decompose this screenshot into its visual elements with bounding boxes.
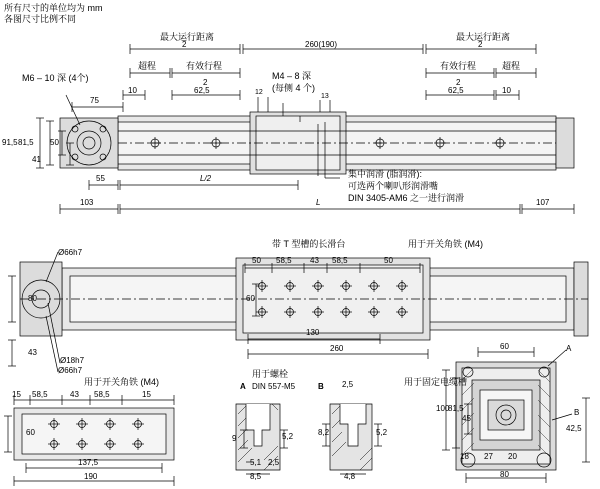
dim-43-mid: 43 [28,348,37,357]
dim-190: 190 [84,472,98,481]
dim-50: 50 [50,138,59,147]
detail-b-dim-5-2: 5,2 [376,428,388,437]
dim-103: 103 [80,198,94,207]
dim-20-section: 20 [508,452,517,461]
dim-2-right: 2 [478,40,483,49]
dim-mid-50-right: 50 [384,256,393,265]
detail-a-dim-9: 9 [232,434,237,443]
dim-62-5-right: 62,5 [448,86,464,95]
dim-mid-43: 43 [310,256,319,265]
dim-mid-585-left: 58,5 [276,256,292,265]
dim-bl-43: 43 [70,390,79,399]
dim-80-section: 80 [500,470,509,479]
dim-260-190: 260(190) [305,40,338,49]
dim-10-left: 10 [128,86,137,95]
dim-81-5-section: 81,5 [448,404,464,413]
label-lube-3: DIN 3405-AM6 之一进行润滑 [348,193,465,203]
dim-260-mid: 260 [330,344,344,353]
label-overtravel-left: 超程 [138,61,157,71]
label-effective-right: 有效行程 [440,61,477,71]
dim-80-mid: 80 [28,294,37,303]
detail-a-title-1: 用于螺栓 [252,369,289,379]
dim-60-mid: 60 [246,294,255,303]
detail-b-dim-2-5: 2,5 [342,380,354,389]
dim-45-section: 45 [462,414,471,423]
dim-dia-66-top: Ø66h7 [58,248,83,257]
label-switch-bracket-top: 用于开关角铁 (M4) [408,239,483,249]
dim-137-5: 137,5 [78,458,99,467]
marker-a-right: A [566,344,572,353]
label-switch-bracket-bottom: 用于开关角铁 (M4) [84,377,159,387]
dim-bl-585-right: 58,5 [94,390,110,399]
dim-L-half: L/2 [200,174,212,183]
marker-b-right: B [574,408,580,417]
label-lube-2: 可选两个喇叭形润滑嘴 [348,181,439,191]
detail-a-dim-2-5: 2,5 [268,458,280,467]
dim-2-sub-left: 2 [203,78,208,87]
detail-a-title-2: DIN 557-M5 [252,382,296,391]
dim-60-section: 60 [500,342,509,351]
detail-a-dim-5-2: 5,2 [282,432,294,441]
dim-10-right: 10 [502,86,511,95]
detail-b-dim-8-2: 8,2 [318,428,330,437]
dim-dia-66-bottom: Ø66h7 [58,366,83,375]
label-m6-thread: M6 – 10 深 (4个) [22,73,89,83]
dim-18-section: 18 [460,452,469,461]
dim-107: 107 [536,198,550,207]
detail-a-dim-5-1: 5,1 [250,458,262,467]
label-lube-1: 集中润滑 (脂润滑): [348,169,422,179]
dim-L: L [316,198,321,207]
dim-dia-18: Ø18h7 [60,356,85,365]
dim-55: 55 [96,174,105,183]
label-m4-thread: M4 – 8 深 [272,71,312,81]
dim-mid-50-left: 50 [252,256,261,265]
dim-12: 12 [255,89,263,96]
detail-a-label: A [240,382,246,391]
label-effective-left: 有效行程 [186,61,223,71]
dim-bl-60: 60 [26,428,35,437]
label-m4-thread-sub: (每侧 4 个) [272,83,316,93]
dim-42-5-section: 42,5 [566,424,582,433]
dim-91-5: 91,5 [2,138,18,147]
dim-bl-15-left: 15 [12,390,21,399]
label-max-travel-right: 最大运行距离 [456,32,511,42]
dim-130: 130 [306,328,320,337]
label-overtravel-right: 超程 [502,61,521,71]
detail-a-dim-8-5: 8,5 [250,472,262,481]
dim-2-sub-right: 2 [456,78,461,87]
detail-b-title: 用于固定电缆槽 [404,377,468,387]
dim-41: 41 [32,155,41,164]
dim-81-5: 81,5 [18,138,34,147]
dim-62-5-left: 62,5 [194,86,210,95]
dim-13: 13 [321,93,329,100]
detail-b-dim-4-8: 4,8 [344,472,356,481]
dim-bl-15-right: 15 [142,390,151,399]
dim-27-section: 27 [484,452,493,461]
dim-75: 75 [90,96,99,105]
dim-mid-585-right: 58,5 [332,256,348,265]
label-t-slot-table: 带 T 型槽的长滑台 [272,239,346,249]
detail-b-label: B [318,382,324,391]
note-scale: 各图尺寸比例不同 [4,14,77,24]
dim-2-left: 2 [182,40,187,49]
label-max-travel-left: 最大运行距离 [160,32,215,42]
dim-bl-585-left: 58,5 [32,390,48,399]
dim-100-section: 100 [436,404,450,413]
note-units: 所有尺寸的单位均为 mm [4,3,103,13]
